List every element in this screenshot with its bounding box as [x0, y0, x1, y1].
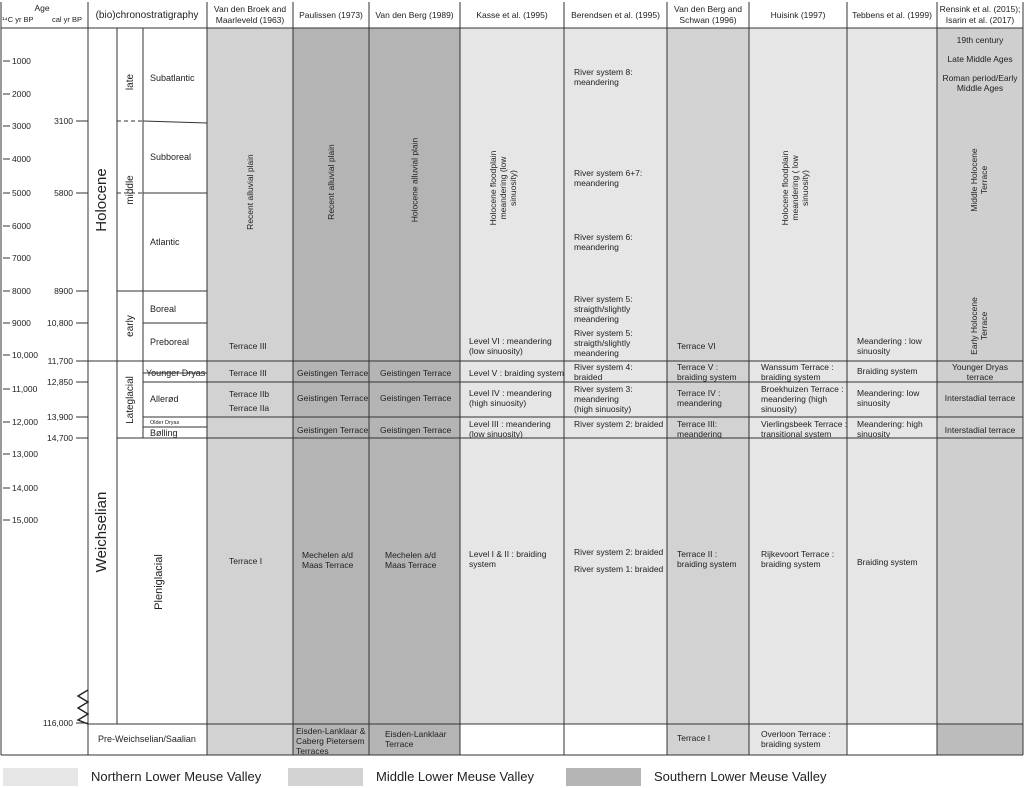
- svg-text:Geistingen Terrace: Geistingen Terrace: [297, 368, 369, 378]
- svg-text:Subatlantic: Subatlantic: [150, 73, 195, 83]
- svg-text:Geistingen Terrace: Geistingen Terrace: [380, 368, 452, 378]
- svg-text:Pleniglacial: Pleniglacial: [153, 554, 165, 610]
- vdb63-yd: [229, 368, 267, 378]
- svg-text:early: early: [125, 315, 136, 337]
- svg-text:Braiding system: Braiding system: [857, 366, 918, 376]
- paulissen-holocene: [326, 144, 336, 220]
- svg-text:Overloon Terrace :braiding sys: Overloon Terrace : braiding system: [761, 729, 831, 749]
- svg-text:Late Middle Ages: Late Middle Ages: [947, 54, 1013, 64]
- header-huisink: [771, 10, 826, 20]
- rensink-allerod: [945, 393, 1016, 403]
- legend-swatch: [288, 768, 363, 786]
- svg-text:Terrace III:meandering: Terrace III: meandering: [677, 419, 722, 439]
- svg-text:6000: 6000: [12, 221, 31, 231]
- svg-text:Recent alluvial plain: Recent alluvial plain: [326, 144, 336, 220]
- svg-text:10,800: 10,800: [47, 318, 73, 328]
- blank-kasse-pre: [460, 724, 564, 755]
- cal-tick-label: [47, 377, 73, 387]
- svg-text:Huisink (1997): Huisink (1997): [770, 10, 826, 20]
- svg-text:Vierlingsbeek Terrace :transit: Vierlingsbeek Terrace : transitional system: [761, 419, 848, 439]
- c14-tick-label: [12, 384, 38, 394]
- header-berendsen: [571, 10, 660, 20]
- legend-label: Southern Lower Meuse Valley: [654, 769, 827, 784]
- c14-tick-label: [12, 154, 31, 164]
- shade-paulissen: [293, 28, 369, 755]
- pre-weichselian-label: [98, 734, 196, 744]
- cal-tick-label: [47, 318, 73, 328]
- svg-text:Broekhuizen Terrace :meanderin: Broekhuizen Terrace : meandering (high sinuosity): [761, 384, 844, 414]
- svg-text:8900: 8900: [54, 286, 73, 296]
- svg-text:Eisden-LanklaarTerrace: Eisden-Lanklaar Terrace: [385, 729, 447, 749]
- svg-text:19th century: 19th century: [956, 35, 1004, 45]
- svg-text:Tebbens et al. (1999): Tebbens et al. (1999): [852, 10, 932, 20]
- vdbs96-allerod: [677, 388, 722, 408]
- svg-text:Wanssum Terrace :braiding syst: Wanssum Terrace : braiding system: [761, 362, 834, 382]
- svg-text:Level IV : meandering(high sin: Level IV : meandering (high sinuosity): [469, 388, 552, 408]
- svg-text:13,000: 13,000: [12, 449, 38, 459]
- svg-text:late: late: [125, 73, 136, 91]
- paulissen-bolling: [297, 425, 368, 435]
- berendsen-rs1: [574, 564, 664, 574]
- svg-text:Terrace I: Terrace I: [677, 733, 711, 743]
- vdb89-pleni: [385, 550, 437, 570]
- rensink-bolling: [945, 425, 1016, 435]
- svg-text:River system 8:meandering: River system 8: meandering: [574, 67, 633, 87]
- lateglacial-label: [125, 376, 136, 424]
- svg-text:Recent alluvial plain: Recent alluvial plain: [245, 154, 255, 230]
- age-header: [34, 3, 49, 13]
- vdb63-allerod-a: [229, 389, 269, 399]
- svg-text:middle: middle: [125, 175, 136, 205]
- paulissen-allerod: [297, 393, 368, 403]
- svg-text:Holocene floodplainmeandering: Holocene floodplainmeandering ( lowsinuosity): [780, 150, 810, 226]
- svg-text:Level V : braiding system: Level V : braiding system: [469, 368, 564, 378]
- svg-text:Bølling: Bølling: [150, 428, 178, 438]
- berendsen-rs2b: [574, 419, 664, 429]
- svg-text:10,000: 10,000: [12, 350, 38, 360]
- svg-text:Boreal: Boreal: [150, 304, 177, 314]
- svg-text:Geistingen Terrace: Geistingen Terrace: [380, 425, 452, 435]
- svg-text:¹⁴C yr BP: ¹⁴C yr BP: [2, 15, 34, 24]
- boreal-label: [150, 304, 176, 314]
- c14-tick-label: [12, 253, 31, 263]
- svg-text:River system 3:meandering(high: River system 3: meandering (high sinuosity): [574, 384, 633, 414]
- svg-text:Holocene floodplainmeandering: Holocene floodplainmeandering (lowsinuosity): [488, 150, 518, 226]
- svg-text:River system 6+7:meandering: River system 6+7: meandering: [574, 168, 643, 188]
- svg-text:Van den Berg andSchwan (1996): Van den Berg and Schwan (1996): [674, 4, 742, 25]
- vdb63-preboreal: [229, 341, 267, 351]
- huisink-pre: [761, 729, 831, 749]
- svg-text:River system 2: braided: River system 2: braided: [574, 547, 664, 557]
- svg-text:Terrace V :braiding system: Terrace V : braiding system: [677, 362, 737, 382]
- svg-text:12,850: 12,850: [47, 377, 73, 387]
- svg-text:Eisden-Lanklaar &Caberg Pieter: Eisden-Lanklaar & Caberg Pietersem Terraces: [296, 726, 366, 756]
- svg-text:Level VI : meandering(low sinu: Level VI : meandering (low sinuosity): [469, 336, 552, 356]
- vdb89-holocene: [410, 137, 420, 222]
- svg-text:Holocene alluvial plain: Holocene alluvial plain: [409, 137, 420, 223]
- svg-text:Meandering: highsinuosity: Meandering: high sinuosity: [857, 419, 923, 439]
- svg-text:116,000: 116,000: [42, 718, 73, 728]
- svg-text:15,000: 15,000: [12, 515, 38, 525]
- vdb89-allerod: [380, 393, 451, 403]
- pleniglacial-label: [153, 554, 165, 610]
- subboreal-label: [150, 152, 191, 162]
- svg-text:1000: 1000: [12, 56, 31, 66]
- weichselian-label: [93, 492, 110, 573]
- svg-text:13,900: 13,900: [47, 412, 73, 422]
- holocene-label: [93, 168, 110, 231]
- c14-tick-label: [12, 449, 38, 459]
- svg-text:Terrace IIb: Terrace IIb: [229, 389, 270, 399]
- c14-tick-label: [12, 286, 31, 296]
- older-dryas-label: [150, 420, 180, 426]
- c14-tick-label: [12, 350, 38, 360]
- svg-text:5800: 5800: [54, 188, 73, 198]
- legend-label: Middle Lower Meuse Valley: [376, 769, 534, 784]
- svg-text:Mechelen a/dMaas Terrace: Mechelen a/d Maas Terrace: [302, 550, 354, 571]
- c14-tick-label: [12, 417, 38, 427]
- allerod-label: [150, 394, 179, 404]
- svg-text:Interstadial terrace: Interstadial terrace: [944, 425, 1016, 435]
- cal-tick-label: [54, 188, 73, 198]
- paulissen-pleni: [302, 550, 354, 570]
- svg-text:Roman period/EarlyMiddle Ages: Roman period/Early Middle Ages: [942, 73, 1018, 93]
- svg-text:River system 5:straigth/slight: River system 5: straigth/slightly meandering: [574, 328, 633, 358]
- svg-text:Geistingen Terrace: Geistingen Terrace: [380, 393, 452, 403]
- svg-text:Lateglacial: Lateglacial: [125, 376, 136, 424]
- svg-text:Meandering: lowsinuosity: Meandering: low sinuosity: [857, 388, 920, 408]
- svg-text:River system 2: braided: River system 2: braided: [574, 419, 664, 429]
- svg-text:Early HoloceneTerrace: Early HoloceneTerrace: [969, 297, 989, 355]
- vdbs96-pre: [677, 733, 710, 743]
- shade-vdb63-pre: [207, 724, 293, 755]
- svg-text:River system 4:braided: River system 4: braided: [574, 362, 633, 382]
- younger-dryas-label: [146, 368, 206, 378]
- header-vdb63: [214, 4, 286, 25]
- cal-tick-label: [54, 116, 73, 126]
- c14-header: [2, 15, 34, 24]
- svg-text:3100: 3100: [54, 116, 73, 126]
- preboreal-label: [150, 337, 189, 347]
- svg-text:Older Dryas: Older Dryas: [150, 420, 180, 426]
- svg-text:14,000: 14,000: [12, 483, 38, 493]
- svg-text:River system 6:meandering: River system 6: meandering: [574, 232, 633, 252]
- shade-rensink: [937, 28, 1023, 755]
- svg-text:Terrace VI: Terrace VI: [677, 341, 716, 351]
- svg-text:Rensink et al. (2015);Isarin e: Rensink et al. (2015); Isarin et al. (2017): [939, 4, 1021, 25]
- tebbens-pleni: [857, 557, 917, 567]
- tebbens-yd: [857, 366, 917, 376]
- header-kasse: [476, 10, 548, 20]
- paulissen-yd: [297, 368, 368, 378]
- cal-tick-label: [54, 286, 73, 296]
- kasse-yd: [469, 368, 564, 378]
- c14-tick-label: [12, 483, 38, 493]
- header-vdbs96: [674, 4, 742, 25]
- svg-text:Mechelen a/dMaas Terrace: Mechelen a/d Maas Terrace: [385, 550, 437, 571]
- svg-text:Geistingen Terrace: Geistingen Terrace: [297, 425, 369, 435]
- berendsen-rs2: [574, 547, 664, 557]
- legend: [0, 762, 1025, 788]
- svg-text:Weichselian: Weichselian: [93, 491, 110, 573]
- shade-rensink-pre: [937, 724, 1023, 755]
- svg-text:Younger Dryas: Younger Dryas: [146, 368, 206, 378]
- svg-text:Subboreal: Subboreal: [150, 152, 192, 162]
- svg-text:(bio)chronostratigraphy: (bio)chronostratigraphy: [95, 10, 199, 21]
- svg-text:12,000: 12,000: [12, 417, 38, 427]
- svg-text:Interstadial terrace: Interstadial terrace: [944, 393, 1016, 403]
- early-label: [125, 315, 136, 337]
- late-label: [125, 74, 136, 91]
- c14-tick-label: [12, 56, 31, 66]
- svg-text:Terrace I: Terrace I: [229, 556, 263, 566]
- svg-text:Terrace III: Terrace III: [229, 341, 267, 351]
- svg-text:9000: 9000: [12, 318, 31, 328]
- svg-text:Terrace II :braiding system: Terrace II : braiding system: [677, 549, 737, 569]
- header-rensink: [940, 4, 1021, 25]
- header-vdb89: [375, 10, 453, 20]
- c14-tick-label: [12, 221, 31, 231]
- rensink-c19: [957, 35, 1005, 45]
- subatlantic-subboreal-line: [143, 121, 207, 123]
- legend-swatch: [566, 768, 641, 786]
- c14-tick-label: [12, 318, 31, 328]
- svg-text:Van den Berg (1989): Van den Berg (1989): [375, 10, 454, 20]
- svg-text:Braiding system: Braiding system: [857, 557, 918, 567]
- biochrono-header: [96, 10, 199, 21]
- svg-text:Terrace III: Terrace III: [229, 368, 267, 378]
- svg-text:5000: 5000: [12, 188, 31, 198]
- svg-text:Preboreal: Preboreal: [150, 337, 190, 347]
- c14-tick-label: [12, 121, 31, 131]
- svg-text:Holocene: Holocene: [93, 168, 110, 232]
- middle-label: [125, 175, 136, 205]
- vdbs96-preboreal: [677, 341, 716, 351]
- svg-text:4000: 4000: [12, 154, 31, 164]
- cal-tick-label: [48, 356, 74, 366]
- svg-text:14,700: 14,700: [47, 433, 73, 443]
- atlantic-label: [150, 237, 180, 247]
- svg-text:Van den Broek andMaarleveld (1: Van den Broek and Maarleveld (1963): [213, 4, 287, 25]
- c14-tick-label: [12, 188, 31, 198]
- rensink-lma: [947, 54, 1012, 64]
- svg-text:11,000: 11,000: [12, 384, 38, 394]
- vdbs96-bolling: [677, 419, 722, 439]
- svg-text:Berendsen et al. (1995): Berendsen et al. (1995): [571, 10, 660, 20]
- vdb63-holocene: [245, 154, 255, 230]
- svg-text:Kasse et al. (1995): Kasse et al. (1995): [476, 10, 548, 20]
- header-paulissen: [299, 10, 363, 20]
- svg-text:Age: Age: [34, 3, 50, 13]
- zigzag-break: [78, 690, 88, 724]
- svg-text:11,700: 11,700: [47, 356, 73, 366]
- cal-tick-label: [47, 433, 73, 443]
- svg-text:8000: 8000: [12, 286, 31, 296]
- shade-vdb89: [369, 28, 460, 755]
- svg-text:Pre-Weichselian/Saalian: Pre-Weichselian/Saalian: [98, 734, 196, 744]
- cal-tick-label: [47, 412, 73, 422]
- svg-text:Meandering : lowsinuosity: Meandering : low sinuosity: [857, 336, 922, 356]
- bolling-label: [150, 428, 178, 438]
- subatlantic-label: [150, 73, 195, 83]
- legend-label: Northern Lower Meuse Valley: [91, 769, 262, 784]
- c14-tick-label: [12, 89, 31, 99]
- blank-tebbens-pre: [847, 724, 937, 755]
- vdb63-pleni: [229, 556, 262, 566]
- svg-text:Level III : meandering(low sin: Level III : meandering (low sinuosity): [469, 419, 551, 439]
- header-tebbens: [852, 10, 932, 20]
- cal-tick-label: [43, 718, 73, 728]
- svg-text:River system 1: braided: River system 1: braided: [574, 564, 664, 574]
- svg-text:2000: 2000: [12, 89, 31, 99]
- svg-text:7000: 7000: [12, 253, 31, 263]
- svg-text:River system 5:straigth/slight: River system 5: straigth/slightly meandering: [574, 294, 633, 324]
- vdb63-allerod-b: [229, 403, 269, 413]
- svg-text:Middle HoloceneTerrace: Middle HoloceneTerrace: [969, 148, 989, 212]
- svg-text:Terrace IIa: Terrace IIa: [229, 403, 270, 413]
- vdb89-yd: [380, 368, 451, 378]
- svg-text:Younger Dryasterrace: Younger Dryas terrace: [952, 362, 1008, 382]
- legend-swatch: [3, 768, 78, 786]
- svg-text:Allerød: Allerød: [150, 394, 179, 404]
- svg-text:Rijkevoort Terrace :braiding s: Rijkevoort Terrace : braiding system: [761, 549, 835, 569]
- svg-text:Geistingen Terrace: Geistingen Terrace: [297, 393, 369, 403]
- blank-berendsen-pre: [564, 724, 667, 755]
- svg-text:Paulissen (1973): Paulissen (1973): [299, 10, 363, 20]
- vdb89-bolling: [380, 425, 451, 435]
- svg-text:Level I & II : braidingsystem: Level I & II : braiding system: [469, 549, 547, 569]
- svg-text:3000: 3000: [12, 121, 31, 131]
- cal-header: [52, 15, 82, 24]
- svg-text:Terrace IV :meandering: Terrace IV : meandering: [677, 388, 722, 408]
- svg-text:Atlantic: Atlantic: [150, 237, 180, 247]
- svg-text:cal yr BP: cal yr BP: [52, 15, 83, 24]
- c14-tick-label: [12, 515, 38, 525]
